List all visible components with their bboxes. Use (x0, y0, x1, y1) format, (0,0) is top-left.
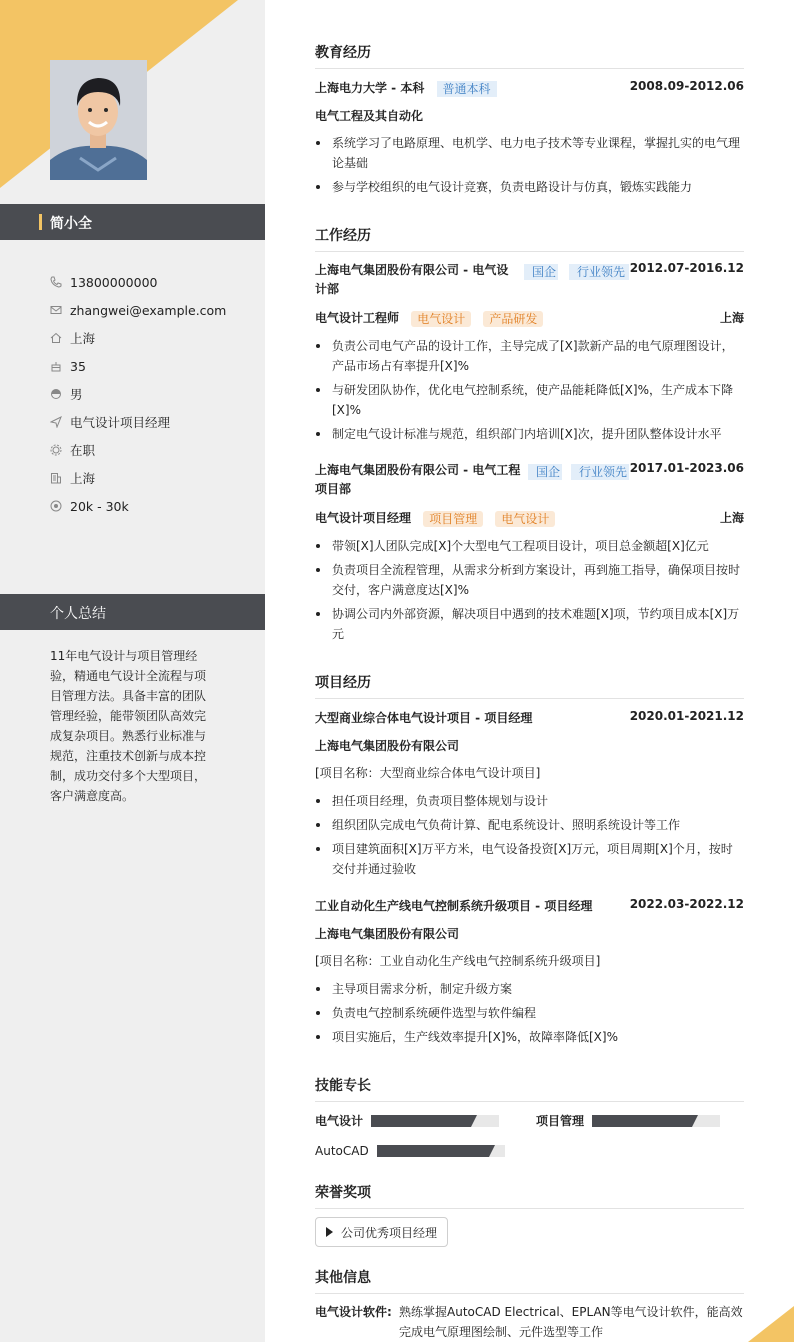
skill-bar (592, 1115, 720, 1127)
gender-icon (50, 388, 62, 400)
sidebar (0, 0, 265, 1342)
project-company: 上海电气集团股份有限公司 (315, 739, 460, 753)
education-title: 教育经历 (315, 42, 744, 69)
project-header (315, 709, 744, 726)
job-header (315, 261, 744, 301)
contact-location-text: 上海 (70, 331, 96, 346)
contact-city (50, 464, 260, 492)
job-header (315, 461, 744, 501)
project-date: 2022.03-2022.12 (629, 897, 744, 911)
skill-bar-fill (377, 1145, 490, 1157)
age-icon (50, 360, 62, 372)
project-label: [项目名称：工业自动化生产线电气控制系统升级项目] (315, 954, 601, 968)
skill-item (536, 1112, 720, 1129)
education-school-row (315, 79, 744, 97)
project-company: 上海电气集团股份有限公司 (315, 927, 460, 941)
other-text: 熟练掌握AutoCAD Electrical、EPLAN等电气设计软件，能高效完成电气原理图绘制、元件选型等工作 (399, 1305, 743, 1339)
education-bullet: 系统学习了电路原理、电机学、电力电子技术等专业课程，掌握扎实的电气理论基础 (315, 133, 744, 173)
target-icon (50, 416, 62, 428)
job-tag: 行业领先 (569, 264, 629, 280)
contact-gender (50, 380, 260, 408)
skill-name: AutoCAD (315, 1144, 369, 1158)
contact-phone (50, 268, 260, 296)
project-bullet: 项目实施后，生产线效率提升[X]%，故障率降低[X]% (315, 1027, 744, 1047)
job-tag: 国企 (528, 464, 562, 480)
other-label: 电气设计软件: (315, 1305, 392, 1319)
job-position-row (315, 509, 744, 527)
avatar (50, 60, 147, 180)
candidate-name: 简小全 (50, 216, 92, 232)
skill-bar (377, 1145, 505, 1157)
work-title: 工作经历 (315, 225, 744, 252)
contact-phone-text: 13800000000 (70, 274, 158, 290)
project-header (315, 897, 744, 914)
project-bullet: 担任项目经理，负责项目整体规划与设计 (315, 791, 744, 811)
projects-title: 项目经历 (315, 672, 744, 699)
skill-item (315, 1112, 499, 1129)
job-bullet: 与研发团队协作，优化电气控制系统，使产品能耗降低[X]%，生产成本下降[X]% (315, 380, 744, 420)
job-skill-tag: 项目管理 (423, 511, 483, 527)
job-bullet: 带领[X]人团队完成[X]个大型电气工程项目设计，项目总金额超[X]亿元 (315, 536, 744, 556)
contact-salary (50, 492, 260, 520)
job-skill-tag: 产品研发 (483, 311, 543, 327)
salary-icon (50, 500, 62, 512)
contact-email-text: zhangwei@example.com (70, 302, 227, 318)
job-date: 2012.07-2016.12 (629, 261, 744, 275)
corner-decoration (748, 1306, 794, 1342)
contact-status (50, 436, 260, 464)
school-name: 上海电力大学 - 本科 (315, 81, 425, 95)
job-skill-tag: 电气设计 (495, 511, 555, 527)
award-name: 公司优秀项目经理 (341, 1225, 438, 1240)
job-skill-tag: 电气设计 (411, 311, 471, 327)
skill-bar-fill (371, 1115, 471, 1127)
project-name: 大型商业综合体电气设计项目 - 项目经理 (315, 711, 533, 725)
job-company: 上海电气集团股份有限公司 - 电气设计部 (315, 263, 509, 296)
job-position-row (315, 309, 744, 327)
project-date: 2020.01-2021.12 (629, 709, 744, 723)
contact-gender-text: 男 (70, 387, 83, 402)
skill-bar-fill (592, 1115, 692, 1127)
project-bullet: 项目建筑面积[X]万平方米，电气设备投资[X]万元，项目周期[X]个月，按时交付并通过验收 (315, 839, 744, 879)
contact-target-position (50, 408, 260, 436)
contact-status-text: 在职 (70, 443, 96, 458)
mail-icon (50, 304, 62, 316)
project-bullet: 组织团队完成电气负荷计算、配电系统设计、照明系统设计等工作 (315, 815, 744, 835)
job-bullet: 负责公司电气产品的设计工作，主导完成了[X]款新产品的电气原理图设计，产品市场占有率提升[X]% (315, 336, 744, 376)
education-bullet: 参与学校组织的电气设计竞赛，负责电路设计与仿真，锻炼实践能力 (315, 177, 744, 197)
job-bullet: 协调公司内外部资源，解决项目中遇到的技术难题[X]项，节约项目成本[X]万元 (315, 604, 744, 644)
name-accent (39, 214, 42, 230)
skill-bar (371, 1115, 499, 1127)
job-tag: 行业领先 (571, 464, 629, 480)
job-bullet: 负责项目全流程管理，从需求分析到方案设计，再到施工指导，确保项目按时交付，客户满意度达[X]% (315, 560, 744, 600)
other-title: 其他信息 (315, 1267, 744, 1294)
school-tag: 普通本科 (437, 81, 497, 97)
summary-header (0, 594, 265, 630)
job-position: 电气设计项目经理 (315, 511, 412, 525)
summary-text: 11年电气设计与项目管理经验，精通电气设计全流程与项目管理方法。具备丰富的团队管理经验，能带领团队高效完成复杂项目。熟悉行业标准与规范，注重技术创新与成本控制，成功交付多个大型项目，客户满意度高。 (50, 649, 207, 803)
awards-title: 荣誉奖项 (315, 1182, 744, 1209)
summary-title: 个人总结 (50, 606, 106, 622)
award-item (315, 1217, 448, 1247)
contact-target-text: 电气设计项目经理 (70, 415, 171, 430)
job-city: 上海 (719, 511, 744, 525)
job-company: 上海电气集团股份有限公司 - 电气工程项目部 (315, 463, 521, 496)
skill-name: 项目管理 (536, 1114, 585, 1128)
skill-item (315, 1144, 505, 1158)
building-icon (50, 472, 62, 484)
job-tag: 国企 (524, 264, 558, 280)
project-bullet: 负责电气控制系统硬件选型与软件编程 (315, 1003, 744, 1023)
contact-city-text: 上海 (70, 471, 96, 486)
project-bullet: 主导项目需求分析，制定升级方案 (315, 979, 744, 999)
home-icon (50, 332, 62, 344)
name-bar (0, 204, 265, 240)
education-major: 电气工程及其自动化 (315, 109, 424, 123)
phone-icon (50, 276, 62, 288)
contact-location (50, 324, 260, 352)
education-date: 2008.09-2012.06 (629, 79, 744, 93)
job-city: 上海 (719, 311, 744, 325)
job-date: 2017.01-2023.06 (629, 461, 744, 475)
skill-name: 电气设计 (315, 1114, 364, 1128)
project-label: [项目名称：大型商业综合体电气设计项目] (315, 766, 541, 780)
contact-list (50, 268, 260, 520)
contact-email (50, 296, 260, 324)
contact-age (50, 352, 260, 380)
project-name: 工业自动化生产线电气控制系统升级项目 - 项目经理 (315, 899, 593, 913)
contact-salary-text: 20k - 30k (70, 498, 129, 514)
triangle-icon (326, 1227, 333, 1237)
contact-age-text: 35 (70, 358, 86, 374)
job-bullet: 制定电气设计标准与规范，组织部门内培训[X]次，提升团队整体设计水平 (315, 424, 744, 444)
status-icon (50, 444, 62, 456)
job-position: 电气设计工程师 (315, 311, 400, 325)
skills-title: 技能专长 (315, 1075, 744, 1102)
